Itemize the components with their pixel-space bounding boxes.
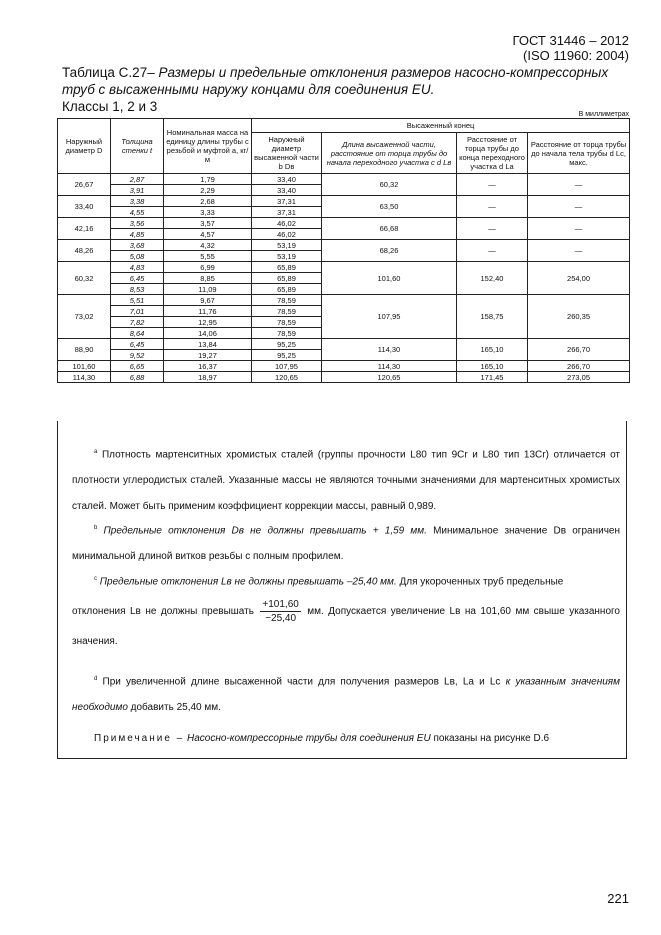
units-label: В миллиметрах xyxy=(578,111,629,118)
cell-la: 165,10 xyxy=(457,361,528,372)
cell-wall: 4,85 xyxy=(111,229,164,240)
table-row xyxy=(58,174,630,185)
cell-la: — xyxy=(457,196,528,218)
note-b: $^b$ Предельные отклонения Dв не должны превышать + 1,59 мм. Минимальное значение Dв ограничен минимальной длиной витков резьбы с полным профилем. xyxy=(72,525,620,563)
cell-lc: — xyxy=(528,240,630,262)
cell-lc: 254,00 xyxy=(528,262,630,295)
cell-mass: 6,99 xyxy=(164,262,252,273)
cell-upset-diameter: 33,40 xyxy=(252,174,322,185)
table-caption xyxy=(62,64,632,115)
cell-diameter: 60,32 xyxy=(58,262,111,295)
cell-lc: — xyxy=(528,218,630,240)
col-header-wall: Толщина стенки t xyxy=(111,119,164,174)
cell-mass: 12,95 xyxy=(164,317,252,328)
col-header-upset-length: Длина высаженной части, расстояние от торца трубы до начала переходного участка c d Lв xyxy=(322,133,457,174)
cell-lc: 273,05 xyxy=(528,372,630,383)
cell-upset-diameter: 78,59 xyxy=(252,295,322,306)
cell-la: 171,45 xyxy=(457,372,528,383)
cell-diameter: 48,26 xyxy=(58,240,111,262)
col-header-upset-end: Высаженный конец xyxy=(252,119,630,133)
remark: Примечание – Насосно-компрессорные трубы для соединения EU показаны на рисунке D.6 xyxy=(94,733,550,744)
cell-upset-diameter: 46,02 xyxy=(252,229,322,240)
cell-upset-diameter: 53,19 xyxy=(252,240,322,251)
cell-wall: 3,68 xyxy=(111,240,164,251)
cell-wall: 5,51 xyxy=(111,295,164,306)
cell-upset-diameter: 33,40 xyxy=(252,185,322,196)
table-row xyxy=(58,361,630,372)
cell-upset-length: 114,30 xyxy=(322,361,457,372)
cell-mass: 4,57 xyxy=(164,229,252,240)
cell-diameter: 101,60 xyxy=(58,361,111,372)
cell-lc: 266,70 xyxy=(528,339,630,361)
cell-upset-diameter: 78,59 xyxy=(252,317,322,328)
caption-classes: Классы 1, 2 и 3 xyxy=(62,99,158,114)
cell-upset-length: 60,32 xyxy=(322,174,457,196)
note-c-continued: отклонения Lв не должны превышать $\frac{+101,60}{-25,40}$ мм. Допускается увеличение Lв на 101,60 мм свыше указанного значения. xyxy=(72,598,620,647)
cell-wall: 6,45 xyxy=(111,339,164,350)
table-row xyxy=(58,372,630,383)
cell-mass: 2,29 xyxy=(164,185,252,196)
cell-la: 165,10 xyxy=(457,339,528,361)
notes-box xyxy=(57,421,627,759)
cell-wall: 4,55 xyxy=(111,207,164,218)
cell-upset-length: 68,26 xyxy=(322,240,457,262)
cell-mass: 8,85 xyxy=(164,273,252,284)
standard-number: ГОСТ 31446 – 2012 xyxy=(512,33,629,48)
cell-upset-diameter: 65,89 xyxy=(252,273,322,284)
cell-lc: 266,70 xyxy=(528,361,630,372)
cell-upset-length: 66,68 xyxy=(322,218,457,240)
cell-wall: 3,38 xyxy=(111,196,164,207)
dimensions-table xyxy=(57,118,630,383)
cell-upset-diameter: 107,95 xyxy=(252,361,322,372)
cell-wall: 5,08 xyxy=(111,251,164,262)
cell-mass: 11,09 xyxy=(164,284,252,295)
caption-title: Размеры и предельные отклонения размеров насосно-компрессорных труб с высаженными наружу концами для соединения EU. xyxy=(62,65,609,97)
cell-upset-length: 120,65 xyxy=(322,372,457,383)
cell-mass: 4,32 xyxy=(164,240,252,251)
cell-upset-diameter: 46,02 xyxy=(252,218,322,229)
cell-mass: 2,68 xyxy=(164,196,252,207)
note-d: $^d$ При увеличенной длине высаженной части для получения размеров Lв, Lа и Lс к указанным значениям необходимо добавить 25,40 мм. xyxy=(72,676,621,714)
note-c: $^c$ Предельные отклонения Lв не должны превышать –25,40 мм. Для укороченных труб предельные xyxy=(94,576,564,588)
table-row xyxy=(58,196,630,207)
cell-lc: 260,35 xyxy=(528,295,630,339)
cell-upset-length: 101,60 xyxy=(322,262,457,295)
cell-wall: 9,52 xyxy=(111,350,164,361)
cell-upset-diameter: 95,25 xyxy=(252,339,322,350)
cell-upset-diameter: 120,65 xyxy=(252,372,322,383)
cell-diameter: 114,30 xyxy=(58,372,111,383)
iso-reference: (ISO 11960: 2004) xyxy=(523,48,629,63)
cell-wall: 6,88 xyxy=(111,372,164,383)
cell-wall: 6,65 xyxy=(111,361,164,372)
table-row xyxy=(58,262,630,273)
cell-mass: 13,84 xyxy=(164,339,252,350)
cell-upset-length: 114,30 xyxy=(322,339,457,361)
cell-mass: 18,97 xyxy=(164,372,252,383)
table-body xyxy=(58,174,630,383)
cell-diameter: 33,40 xyxy=(58,196,111,218)
cell-la: — xyxy=(457,240,528,262)
cell-wall: 8,53 xyxy=(111,284,164,295)
cell-upset-diameter: 65,89 xyxy=(252,284,322,295)
cell-upset-length: 107,95 xyxy=(322,295,457,339)
cell-diameter: 42,16 xyxy=(58,218,111,240)
col-header-upset-diameter: Наружный диаметр высаженной части b Dв xyxy=(252,133,322,174)
table-row xyxy=(58,295,630,306)
cell-upset-diameter: 65,89 xyxy=(252,262,322,273)
cell-mass: 19,27 xyxy=(164,350,252,361)
caption-label: Таблица С.27– xyxy=(62,65,155,80)
cell-la: 158,75 xyxy=(457,295,528,339)
cell-mass: 11,76 xyxy=(164,306,252,317)
col-header-lc: Расстояние от торца трубы до начала тела трубы d Lс, макс. xyxy=(528,133,630,174)
cell-wall: 3,56 xyxy=(111,218,164,229)
cell-mass: 3,33 xyxy=(164,207,252,218)
cell-lc: — xyxy=(528,174,630,196)
cell-wall: 2,87 xyxy=(111,174,164,185)
tolerance-fraction: $\frac{+101,60}{-25,40}$ xyxy=(262,598,299,624)
cell-upset-diameter: 37,31 xyxy=(252,207,322,218)
table-row xyxy=(58,218,630,229)
col-header-diameter: Наружный диаметр D xyxy=(58,119,111,174)
cell-wall: 3,91 xyxy=(111,185,164,196)
col-header-la: Расстояние от торца трубы до конца переходного участка d Lа xyxy=(457,133,528,174)
cell-upset-diameter: 78,59 xyxy=(252,328,322,339)
cell-diameter: 26,67 xyxy=(58,174,111,196)
page-number: 221 xyxy=(607,891,629,906)
cell-wall: 4,83 xyxy=(111,262,164,273)
col-header-mass: Номинальная масса на единицу длины трубы с резьбой и муфтой a, кг/м xyxy=(164,119,252,174)
cell-wall: 7,01 xyxy=(111,306,164,317)
cell-lc: — xyxy=(528,196,630,218)
cell-upset-diameter: 37,31 xyxy=(252,196,322,207)
cell-mass: 3,57 xyxy=(164,218,252,229)
table-row xyxy=(58,240,630,251)
cell-upset-diameter: 53,19 xyxy=(252,251,322,262)
document-header xyxy=(513,33,629,63)
cell-diameter: 88,90 xyxy=(58,339,111,361)
cell-wall: 6,45 xyxy=(111,273,164,284)
cell-wall: 8,64 xyxy=(111,328,164,339)
cell-la: — xyxy=(457,174,528,196)
cell-mass: 5,55 xyxy=(164,251,252,262)
cell-upset-length: 63,50 xyxy=(322,196,457,218)
cell-la: — xyxy=(457,218,528,240)
cell-la: 152,40 xyxy=(457,262,528,295)
table-row xyxy=(58,339,630,350)
cell-diameter: 73,02 xyxy=(58,295,111,339)
cell-mass: 9,67 xyxy=(164,295,252,306)
cell-wall: 7,82 xyxy=(111,317,164,328)
cell-mass: 16,37 xyxy=(164,361,252,372)
cell-mass: 1,79 xyxy=(164,174,252,185)
cell-upset-diameter: 95,25 xyxy=(252,350,322,361)
note-a: $^a$ Плотность мартенситных хромистых сталей (группы прочности L80 тип 9Cr и L80 тип 13Cr) отличается от плотности углеродистых сталей. Указанные массы не являются точными значениями для мартенситных хромистых сталей. Может быть применим коэффициент коррекции массы, равный 0,989. xyxy=(72,449,620,513)
cell-mass: 14,06 xyxy=(164,328,252,339)
cell-upset-diameter: 78,59 xyxy=(252,306,322,317)
